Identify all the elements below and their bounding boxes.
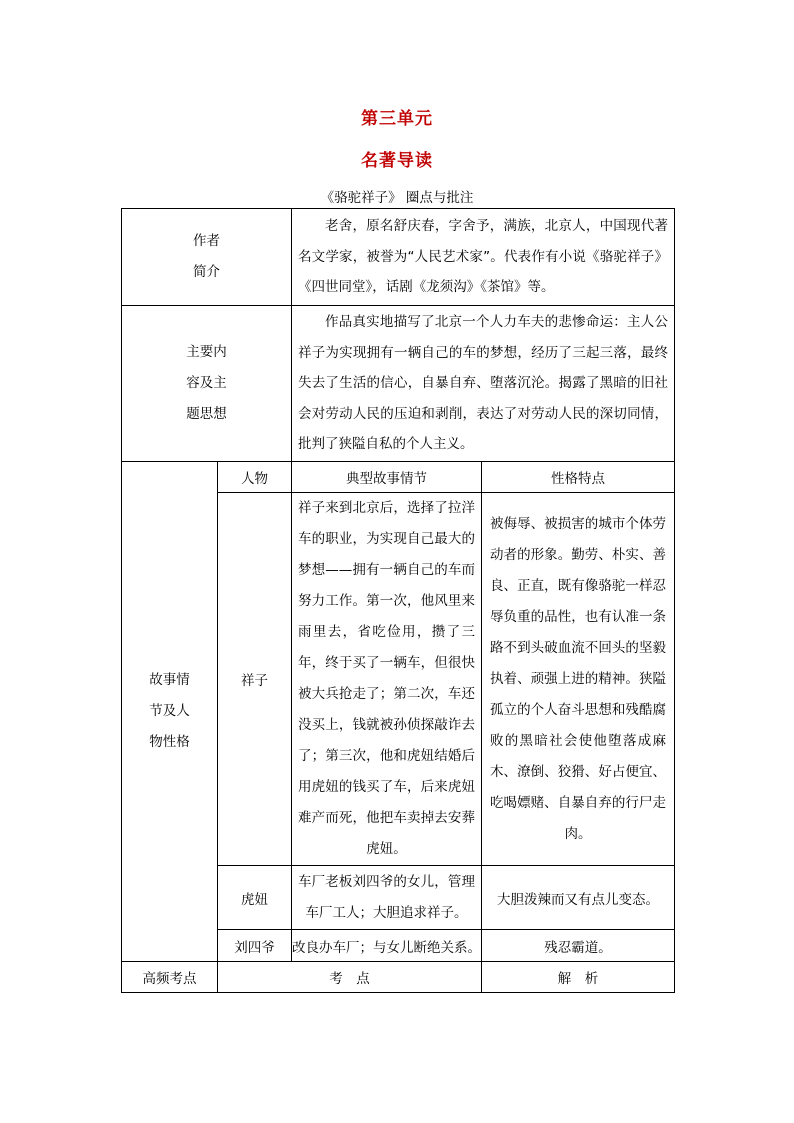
exam-row — [122, 962, 675, 993]
story-header-row — [122, 462, 675, 493]
exam-label: 高频考点 — [122, 962, 218, 993]
character-name: 虎妞 — [218, 866, 292, 930]
author-row — [122, 209, 675, 306]
character-name: 刘四爷 — [218, 930, 292, 962]
exam-col-analysis: 解 析 — [482, 962, 675, 993]
story-label-cell — [122, 462, 218, 962]
section-title: 名著导读 — [361, 151, 433, 171]
character-trait: 大胆泼辣而又有点儿变态。 — [482, 866, 675, 930]
character-trait: 被侮辱、被损害的城市个体劳动者的形象。勤劳、朴实、善良、正直，既有像骆驼一样忍辱负重的品性，也有认准一条路不到头破血流不回头的坚毅执着、顽强上进的精神。狭隘孤立的个人奋斗思想和残酷腐败的黑暗社会使他堕落成麻木、潦倒、狡猾、好占便宜、吃喝嫖赌、自暴自弃的行尸走肉。 — [482, 493, 675, 866]
col-header-plot: 典型故事情节 — [292, 462, 482, 493]
author-label-line1: 作者 — [193, 233, 220, 249]
book-title: 《骆驼祥子》 圈点与批注 — [320, 190, 474, 206]
character-plot: 祥子来到北京后，选择了拉洋车的职业，为实现自己最大的梦想——拥有一辆自己的车而努力工作。第一次，他风里来雨里去，省吃俭用，攒了三年，终于买了一辆车，但很快被大兵抢走了；第二次，车还没买上，钱就被孙侦探敲诈去了；第三次，他和虎妞结婚后用虎妞的钱买了车，后来虎妞难产而死，他把车卖掉去安葬虎妞。 — [292, 493, 482, 866]
theme-row — [122, 306, 675, 462]
character-name: 祥子 — [218, 493, 292, 866]
theme-label-line3: 题思想 — [186, 406, 227, 422]
author-text: 老舍，原名舒庆春，字舍予，满族，北京人，中国现代著名文学家，被誉为“人民艺术家”。代表作有小说《骆驼祥子》《四世同堂》，话剧《龙须沟》《茶馆》等。 — [292, 209, 675, 306]
author-label-cell — [122, 209, 292, 306]
character-plot: 改良办车厂；与女儿断绝关系。 — [292, 930, 482, 962]
story-label-line2: 节及人 — [149, 703, 190, 719]
character-trait: 残忍霸道。 — [482, 930, 675, 962]
theme-label-line1: 主要内 — [186, 344, 227, 360]
col-header-person: 人物 — [218, 462, 292, 493]
reading-guide-table — [121, 208, 675, 993]
story-label-line1: 故事情 — [149, 672, 190, 688]
theme-text: 作品真实地描写了北京一个人力车夫的悲惨命运：主人公祥子为实现拥有一辆自己的车的梦想，经历了三起三落，最终失去了生活的信心，自暴自弃、堕落沉沦。揭露了黑暗的旧社会对劳动人民的压迫和剥削，表达了对劳动人民的深切同情，批判了狭隘自私的个人主义。 — [292, 306, 675, 462]
unit-title: 第三单元 — [361, 109, 433, 129]
story-label-line3: 物性格 — [149, 734, 190, 750]
theme-label-cell — [122, 306, 292, 462]
exam-col-point: 考 点 — [218, 962, 482, 993]
character-plot: 车厂老板刘四爷的女儿，管理车厂工人；大胆追求祥子。 — [292, 866, 482, 930]
author-label-line2: 简介 — [193, 264, 220, 280]
col-header-trait: 性格特点 — [482, 462, 675, 493]
theme-label-line2: 容及主 — [186, 375, 227, 391]
